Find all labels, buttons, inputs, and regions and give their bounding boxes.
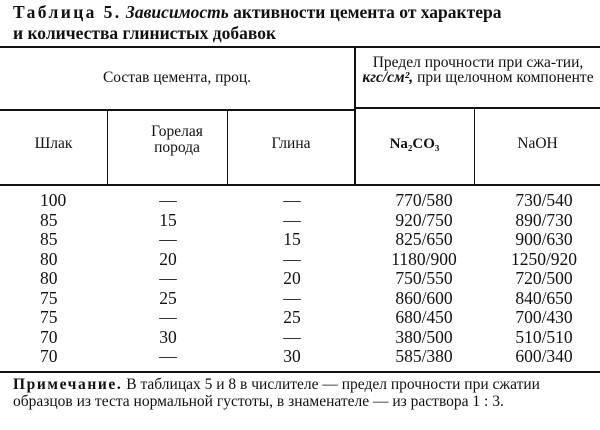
table-cell-na2co3: 860/600	[395, 287, 453, 308]
table-cell-clay: 25	[283, 307, 301, 327]
table-cell-naoh: 1250/920	[510, 248, 578, 269]
title-line1-rest: активности цемента от характера	[233, 2, 502, 22]
table-cell-na2co3: 825/650	[395, 229, 453, 249]
table-cell-na2co3: 585/380	[395, 346, 453, 366]
column-naoh	[496, 191, 592, 367]
column-header-naoh: NaOH	[517, 135, 558, 152]
table-cell-naoh: 700/430	[515, 307, 573, 327]
strength-subheader-rule	[354, 107, 600, 109]
table-cell-naoh: 840/650	[515, 287, 573, 308]
column-divider-1	[107, 110, 108, 185]
top-rule	[0, 46, 600, 48]
strength-header-suffix: при щелочном компоненте	[417, 69, 594, 86]
table-title	[13, 2, 593, 44]
table-cell-clay: —	[283, 248, 301, 269]
table-cell-clay: —	[283, 287, 301, 308]
table-cell-burnt-rock: —	[159, 307, 177, 327]
table-cell-burnt-rock: 25	[159, 287, 177, 308]
table-cell-na2co3: 680/450	[395, 307, 453, 327]
footnote-label: Примечание.	[13, 376, 123, 393]
table-cell-burnt-rock: —	[159, 190, 177, 210]
table-bottom-rule	[0, 371, 600, 373]
column-header-na2co3: Na₂CO₃	[389, 136, 440, 152]
header-bottom-rule	[0, 184, 600, 186]
table-cell-slag: 70	[40, 326, 58, 347]
table-footnote	[13, 376, 598, 410]
composition-subheader-rule	[0, 109, 354, 111]
table-cell-burnt-rock: 15	[159, 209, 177, 230]
column-header-burnt-rock: Горелая порода	[151, 123, 203, 156]
table-cell-slag: 100	[40, 190, 67, 210]
column-clay	[272, 191, 312, 367]
table-cell-naoh: 600/340	[515, 346, 573, 366]
table-cell-slag: 85	[40, 209, 58, 230]
column-header-slag: Шлак	[34, 135, 73, 152]
table-cell-clay: 15	[283, 229, 301, 249]
strength-header	[360, 55, 596, 85]
column-slag	[40, 191, 70, 367]
table-cell-na2co3: 380/500	[395, 326, 453, 347]
strength-header-prefix: Предел прочности при сжа-тии,	[372, 54, 584, 71]
table-cell-slag: 80	[40, 248, 58, 269]
table-cell-clay: 30	[283, 346, 301, 366]
table-cell-burnt-rock: 20	[159, 248, 177, 269]
header-divider-vertical	[354, 47, 356, 185]
footnote-text: В таблицах 5 и 8 в числителе — предел прочности при сжатии образцов из теста нормальной густоты, в знаменателе — из раствора 1 : 3.	[13, 376, 540, 410]
table-cell-naoh: 900/630	[515, 229, 573, 249]
column-header-clay: Глина	[271, 135, 311, 152]
table-cell-clay: —	[283, 326, 301, 347]
table-cell-burnt-rock: —	[159, 346, 177, 366]
table-cell-slag: 75	[40, 307, 58, 327]
table-cell-na2co3: 750/550	[395, 268, 453, 288]
table-cell-clay: —	[283, 190, 301, 210]
table-cell-slag: 70	[40, 346, 58, 366]
table-cell-naoh: 720/500	[515, 268, 573, 288]
title-italic-word: Зависимость	[125, 2, 229, 22]
table-cell-naoh: 730/540	[515, 190, 573, 210]
composition-header: Состав цемента, проц.	[102, 69, 252, 86]
column-burnt-rock	[148, 191, 188, 367]
table-cell-slag: 75	[40, 287, 58, 308]
table-cell-naoh: 890/730	[515, 209, 573, 230]
table-cell-burnt-rock: —	[159, 229, 177, 249]
table-cell-slag: 80	[40, 268, 58, 288]
table-cell-naoh: 510/510	[515, 326, 573, 347]
table-cell-na2co3: 1180/900	[391, 248, 457, 269]
column-na2co3	[376, 191, 472, 367]
table-label: Таблица 5.	[13, 2, 122, 22]
title-line2: и количества глинистых добавок	[13, 23, 277, 43]
table-cell-na2co3: 920/750	[395, 209, 453, 230]
table-cell-clay: 20	[283, 268, 301, 288]
table-cell-slag: 85	[40, 229, 58, 249]
table-cell-na2co3: 770/580	[395, 190, 453, 210]
table-cell-burnt-rock: 30	[159, 326, 177, 347]
table-cell-burnt-rock: —	[159, 268, 177, 288]
strength-header-unit: кгс/см²,	[362, 69, 414, 86]
table-cell-clay: —	[283, 209, 301, 230]
